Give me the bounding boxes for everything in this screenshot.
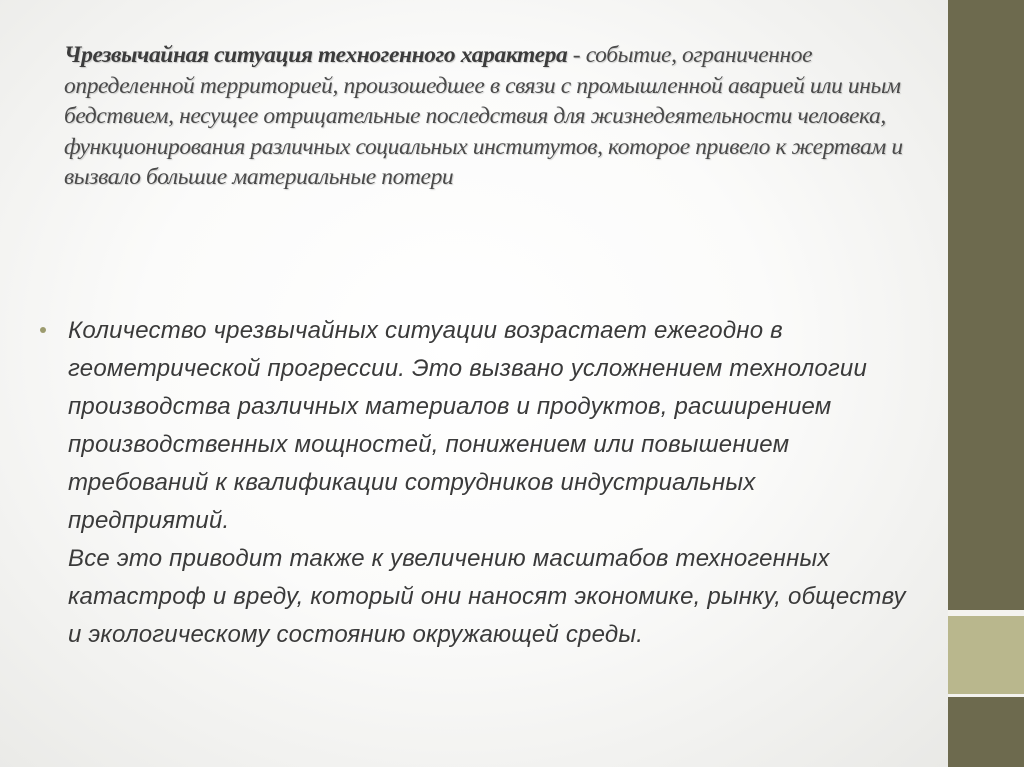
- bullet-icon: [40, 327, 46, 333]
- bullet-paragraph-2: Все это приводит также к увеличению масштабов техногенных катастроф и вреду, который они наносят экономике, рынку, обществу и экологическому состоянию окружающей среды.: [68, 545, 906, 648]
- definition-block: [64, 40, 914, 193]
- bullet-list: [38, 312, 918, 654]
- bullet-paragraph-1: Количество чрезвычайных ситуации возрастает ежегодно в геометрической прогрессии. Это вызвано усложнением технологии производства различных материалов и продуктов, расширением производственных мощностей, понижением или повышением требований к квалификации сотрудников индустриальных предприятий.: [68, 317, 868, 534]
- sidebar-accent-block: [948, 616, 1024, 694]
- sidebar-divider-line: [948, 694, 1024, 697]
- decorative-sidebar: [948, 0, 1024, 767]
- definition-term: Чрезвычайная ситуация техногенного характера: [64, 42, 568, 68]
- list-item: [38, 312, 918, 654]
- definition-text: - событие, ограниченное определенной территорией, произошедшее в связи с промышленной аварией или иным бедствием, несущее отрицательные последствия для жизнедеятельности человека, функционирования различных социальных институтов, которое привело к жертвам и вызвало большие материальные потери: [64, 42, 903, 190]
